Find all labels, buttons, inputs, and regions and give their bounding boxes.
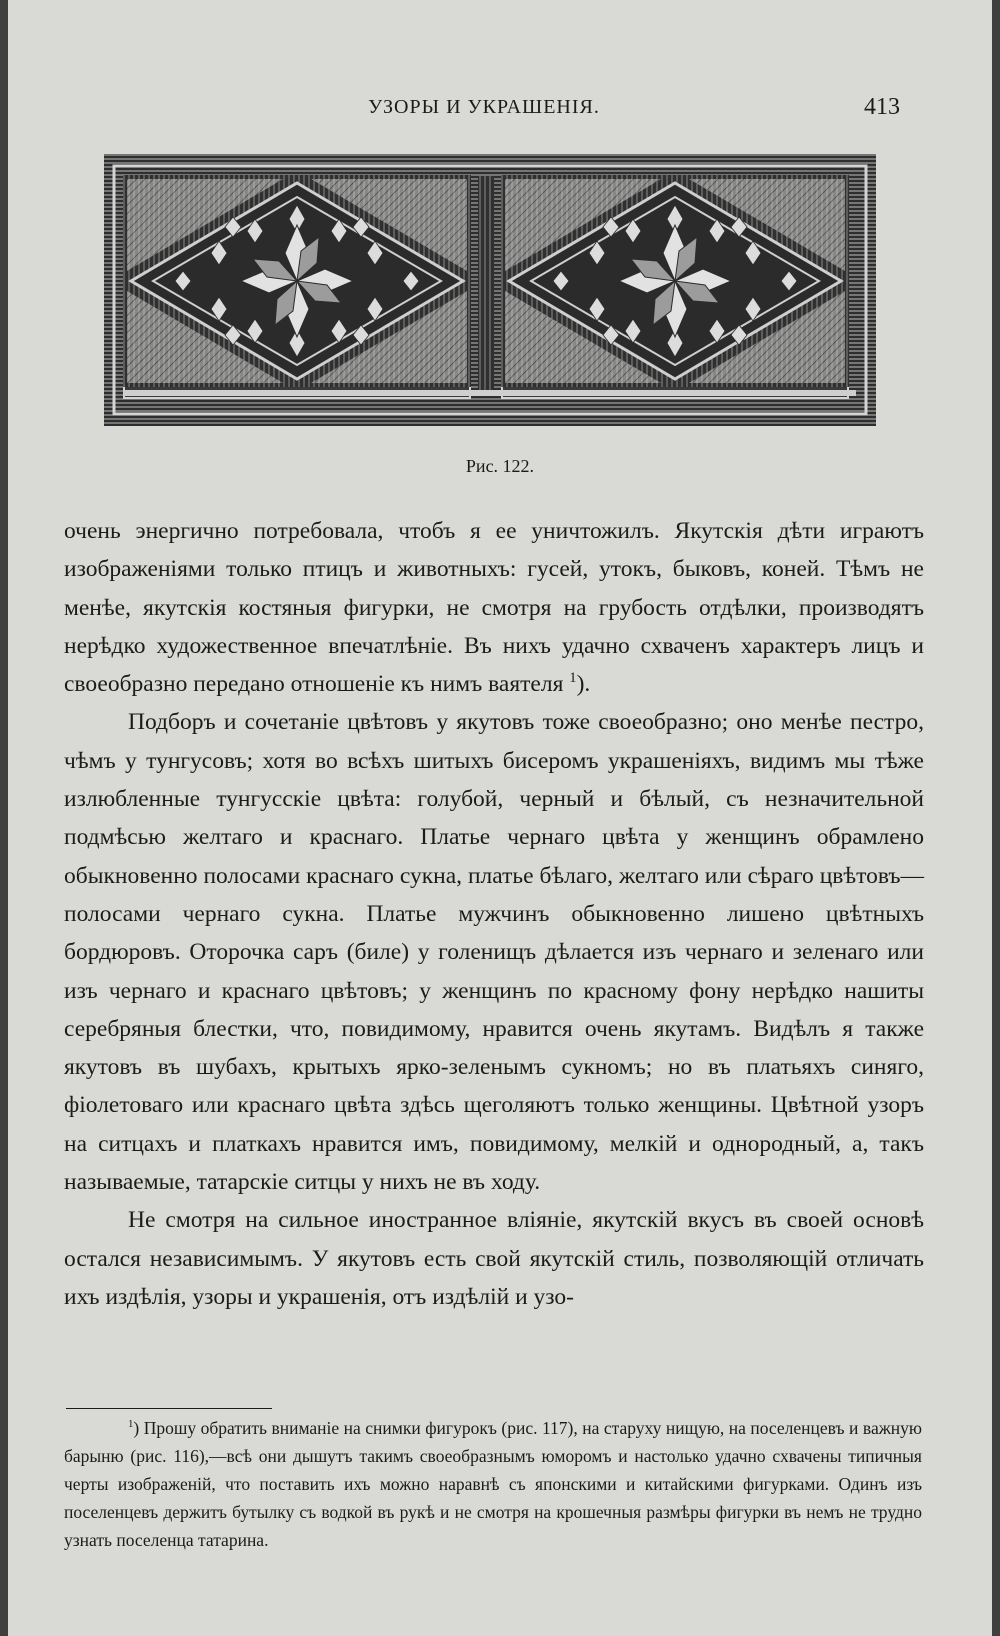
running-title: УЗОРЫ И УКРАШЕНІЯ. xyxy=(368,96,600,118)
book-page xyxy=(8,0,992,1636)
footnote-number: 1 xyxy=(128,1418,134,1431)
body-text xyxy=(64,512,924,1316)
paragraph-end: ). xyxy=(576,671,591,698)
footnote-text: ) Прошу обратить вниманіе на снимки фигурокъ (рис. 117), на старуху нищую, на поселенцевъ и важную барыню (рис. 116),—всѣ они дышутъ такимъ своеобразнымъ юморомъ и настолько удачно схвачены типичныя черты изображеній, что поставить ихъ можно наравнѣ съ японскими и китайскими фигурками. Одинъ изъ поселенцевъ держитъ бутылку съ водкой въ рукѣ и не смотря на крошечныя размѣры фигурки въ немъ не трудно узнать поселенца татарина. xyxy=(64,1418,922,1550)
paragraph: Подборъ и сочетаніе цвѣтовъ у якутовъ тоже своеобразно; оно менѣе пестро, чѣмъ у тунгусовъ; хотя во всѣхъ шитыхъ бисеромъ украшеніяхъ, видимъ мы тѣже излюбленные тунгусскіе цвѣта: голубой, черный и бѣлый, съ незначительной подмѣсью желтаго и краснаго. Платье чернаго цвѣта у женщинъ обрамлено обыкновенно полосами краснаго сукна, платье бѣлаго, желтаго или сѣраго цвѣтовъ—полосами чернаго сукна. Платье мужчинъ обыкновенно лишено цвѣтныхъ бордюровъ. Оторочка саръ (биле) у голенищъ дѣлается изъ чернаго и зеленаго или изъ чернаго и краснаго цвѣтовъ; у женщинъ по красному фону нерѣдко нашиты серебряныя блестки, что, повидимому, нравится очень якутамъ. Видѣлъ я также якутовъ въ шубахъ, крытыхъ ярко-зеленымъ сукномъ; но въ платьяхъ синяго, фіолетоваго или краснаго цвѣта здѣсь щеголяютъ только женщины. Цвѣтной узоръ на ситцахъ и платкахъ нравится имъ, повидимому, мелкій и однородный, а, такъ называемые, татарскіе ситцы у нихъ не въ ходу. xyxy=(64,709,924,1196)
ornament-figure xyxy=(104,154,876,426)
ornament-illustration xyxy=(104,154,876,426)
footnote-divider xyxy=(66,1408,272,1409)
page-number: 413 xyxy=(864,94,900,120)
running-head xyxy=(68,96,900,126)
paragraph-text: очень энергично потребовала, чтобъ я ее уничтожилъ. Якутскія дѣти играютъ изображеніями только птицъ и животныхъ: гусей, утокъ, быковъ, коней. Тѣмъ не менѣе, якутскія костяныя фигурки, не смотря на грубость отдѣлки, производятъ нерѣдко художественное впечатлѣніе. Въ нихъ удачно схваченъ характеръ лицъ и своеобразно передано отношеніе къ нимъ ваятеля xyxy=(64,518,924,698)
footnote-marker: 1 xyxy=(569,670,577,687)
footnote xyxy=(64,1414,922,1554)
figure-caption: Рис. 122. xyxy=(465,456,535,476)
paragraph: Не смотря на сильное иностранное вліяніе, якутскій вкусъ въ своей основѣ остался независимымъ. У якутовъ есть свой якутскій стиль, позволяющій отличать ихъ издѣлія, узоры и украшенія, отъ издѣлій и узо- xyxy=(64,1207,924,1310)
paragraph xyxy=(64,512,924,703)
